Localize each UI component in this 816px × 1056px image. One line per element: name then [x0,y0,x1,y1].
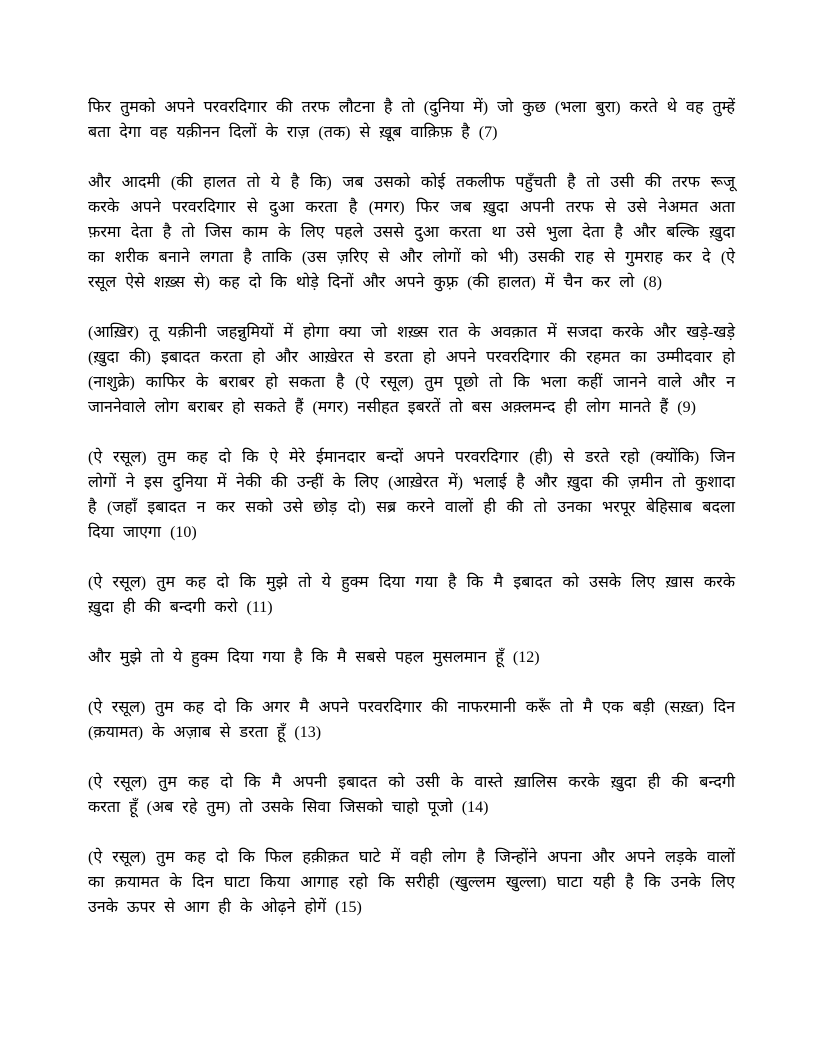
document-text-block [88,95,735,920]
verse-paragraph-9: (आख़िर) तू यक़ीनी जहन्नुमियों में होगा क्या जो शख़्स रात के अवक़ात में सजदा करके और खड़े-खड़े (ख़ुदा की) इबादत करता हो और आख़ेरत से डरता हो अपने परवरदिगार की रहमत का उम्मीदवार हो (नाशुक्रे) काफिर के बराबर हो सकता है (ऐ रसूल) तुम पूछो तो कि भला कहीं जानने वाले और न जाननेवाले लोग बराबर हो सकते हैं (मगर) नसीहत इबरतें तो बस अक़्लमन्द ही लोग मानते हैं (9) [88,324,735,416]
verse-paragraph-7: फिर तुमको अपने परवरदिगार की तरफ लौटना है तो (दुनिया में) जो कुछ (भला बुरा) करते थे वह तुम्हें बता देगा वह यक़ीनन दिलों के राज़ (तक) से ख़ूब वाक़िफ़ है (7) [88,99,735,141]
verse-paragraph-11: (ऐ रसूल) तुम कह दो कि मुझे तो ये हुक्म दिया गया है कि मै इबादत को उसके लिए ख़ास करके ख़ुदा ही की बन्दगी करो (11) [88,574,735,616]
verse-paragraph-14: (ऐ रसूल) तुम कह दो कि मै अपनी इबादत को उसी के वास्ते ख़ालिस करके ख़ुदा ही की बन्दगी करता हूँ (अब रहे तुम) तो उसके सिवा जिसको चाहो पूजो (14) [88,774,735,816]
verse-paragraph-12: और मुझे तो ये हुक्म दिया गया है कि मै सबसे पहल मुसलमान हूँ (12) [88,649,540,666]
verse-paragraph-15: (ऐ रसूल) तुम कह दो कि फिल हक़ीक़त घाटे में वही लोग है जिन्होंने अपना और अपने लड़के वालों का क़यामत के दिन घाटा किया आगाह रहो कि सरीही (खुल्लम खुल्ला) घाटा यही है कि उनके लिए उनके ऊपर से आग ही के ओढ़ने होगें (15) [88,849,735,916]
verse-paragraph-10: (ऐ रसूल) तुम कह दो कि ऐ मेरे ईमानदार बन्दों अपने परवरदिगार (ही) से डरते रहो (क्योंकि) जिन लोगों ने इस दुनिया में नेकी की उन्हीं के लिए (आख़ेरत में) भलाई है और ख़ुदा की ज़मीन तो कुशादा है (जहाँ इबादत न कर सको उसे छोड़ दो) सब्र करने वालों ही की तो उनका भरपूर बेहिसाब बदला दिया जाएगा (10) [88,449,735,541]
verse-paragraph-8: और आदमी (की हालत तो ये है कि) जब उसको कोई तकलीफ पहुँचती है तो उसी की तरफ रूजू करके अपने परवरदिगार से दुआ करता है (मगर) फिर जब ख़ुदा अपनी तरफ से उसे नेअमत अता फ़रमा देता है तो जिस काम के लिए पहले उससे दुआ करता था उसे भुला देता है और बल्कि ख़ुदा का शरीक बनाने लगता है ताकि (उस ज़रिए से और लोगों को भी) उसकी राह से गुमराह कर दे (ऐ रसूल ऐसे शख़्स से) कह दो कि थोड़े दिनों और अपने कुफ़्र (की हालत) में चैन कर लो (8) [88,174,735,291]
verse-paragraph-13: (ऐ रसूल) तुम कह दो कि अगर मै अपने परवरदिगार की नाफरमानी करूँ तो मै एक बड़ी (सख़्त) दिन (क़यामत) के अज़ाब से डरता हूँ (13) [88,699,735,741]
